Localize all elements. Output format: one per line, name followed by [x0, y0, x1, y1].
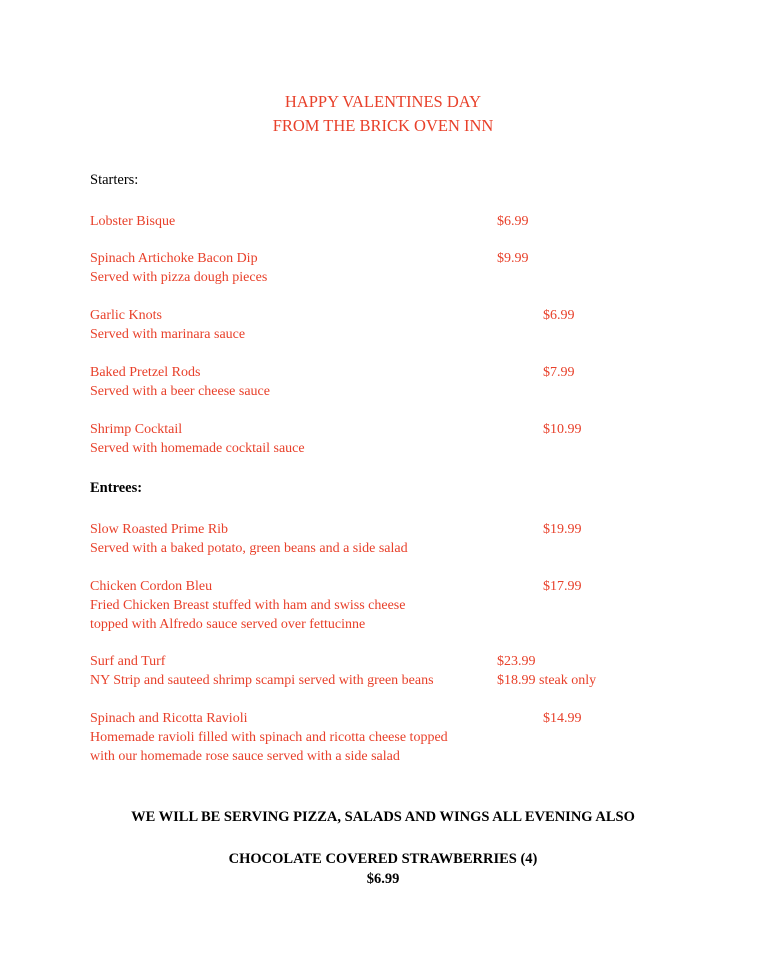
entrees-heading: Entrees: — [90, 480, 143, 496]
item-price — [497, 652, 596, 690]
special-price: $6.99 — [366, 871, 400, 887]
item-name: Lobster Bisque — [90, 214, 176, 229]
item-description: Fried Chicken Breast stuffed with ham and swiss cheese — [90, 598, 406, 613]
item-description: NY Strip and sauteed shrimp scampi served with green beans — [90, 673, 434, 688]
footer-notice: WE WILL BE SERVING PIZZA, SALADS AND WINGS ALL EVENING ALSO — [131, 809, 635, 825]
item-price: $19.99 — [543, 522, 582, 537]
item-description: Served with a beer cheese sauce — [90, 384, 270, 399]
item-description-line-2: topped with Alfredo sauce served over fettucinne — [90, 617, 366, 632]
menu-item-lobster-bisque — [90, 212, 710, 231]
menu-title — [0, 90, 766, 138]
menu-item-garlic-knots — [90, 306, 710, 344]
item-name: Spinach Artichoke Bacon Dip — [90, 251, 258, 266]
item-name: Chicken Cordon Bleu — [90, 579, 213, 594]
menu-item-spinach-artichoke-dip — [90, 249, 710, 287]
menu-item-prime-rib — [90, 520, 710, 558]
item-price-steak-only: $18.99 steak only — [497, 673, 597, 688]
item-name: Shrimp Cocktail — [90, 422, 183, 437]
item-price: $6.99 — [543, 308, 575, 323]
footer-special — [0, 849, 766, 889]
menu-item-chicken-cordon-bleu — [90, 577, 710, 634]
menu-item-surf-and-turf — [90, 652, 710, 690]
item-price: $14.99 — [543, 711, 582, 726]
item-description: Homemade ravioli filled with spinach and ricotta cheese topped — [90, 730, 448, 745]
item-name: Garlic Knots — [90, 308, 162, 323]
item-description-line-2: with our homemade rose sauce served with a side salad — [90, 749, 400, 764]
item-price: $10.99 — [543, 422, 582, 437]
item-description: Served with pizza dough pieces — [90, 270, 268, 285]
special-name: CHOCOLATE COVERED STRAWBERRIES (4) — [228, 851, 538, 867]
item-description: Served with a baked potato, green beans and a side salad — [90, 541, 408, 556]
menu-item-shrimp-cocktail — [90, 420, 710, 458]
item-description: Served with marinara sauce — [90, 327, 246, 342]
item-price-full: $23.99 — [497, 654, 536, 669]
item-name: Surf and Turf — [90, 654, 166, 669]
item-name: Baked Pretzel Rods — [90, 365, 201, 380]
title-line-1: HAPPY VALENTINES DAY — [284, 92, 482, 111]
menu-item-spinach-ricotta-ravioli — [90, 709, 710, 766]
title-line-2: FROM THE BRICK OVEN INN — [272, 116, 494, 135]
item-name: Spinach and Ricotta Ravioli — [90, 711, 248, 726]
item-description: Served with homemade cocktail sauce — [90, 441, 305, 456]
item-name: Slow Roasted Prime Rib — [90, 522, 229, 537]
item-price: $7.99 — [543, 365, 575, 380]
starters-heading: Starters: — [90, 172, 139, 188]
item-price: $17.99 — [543, 579, 582, 594]
item-price: $6.99 — [497, 214, 529, 229]
menu-item-baked-pretzel-rods — [90, 363, 710, 401]
item-price: $9.99 — [497, 251, 529, 266]
